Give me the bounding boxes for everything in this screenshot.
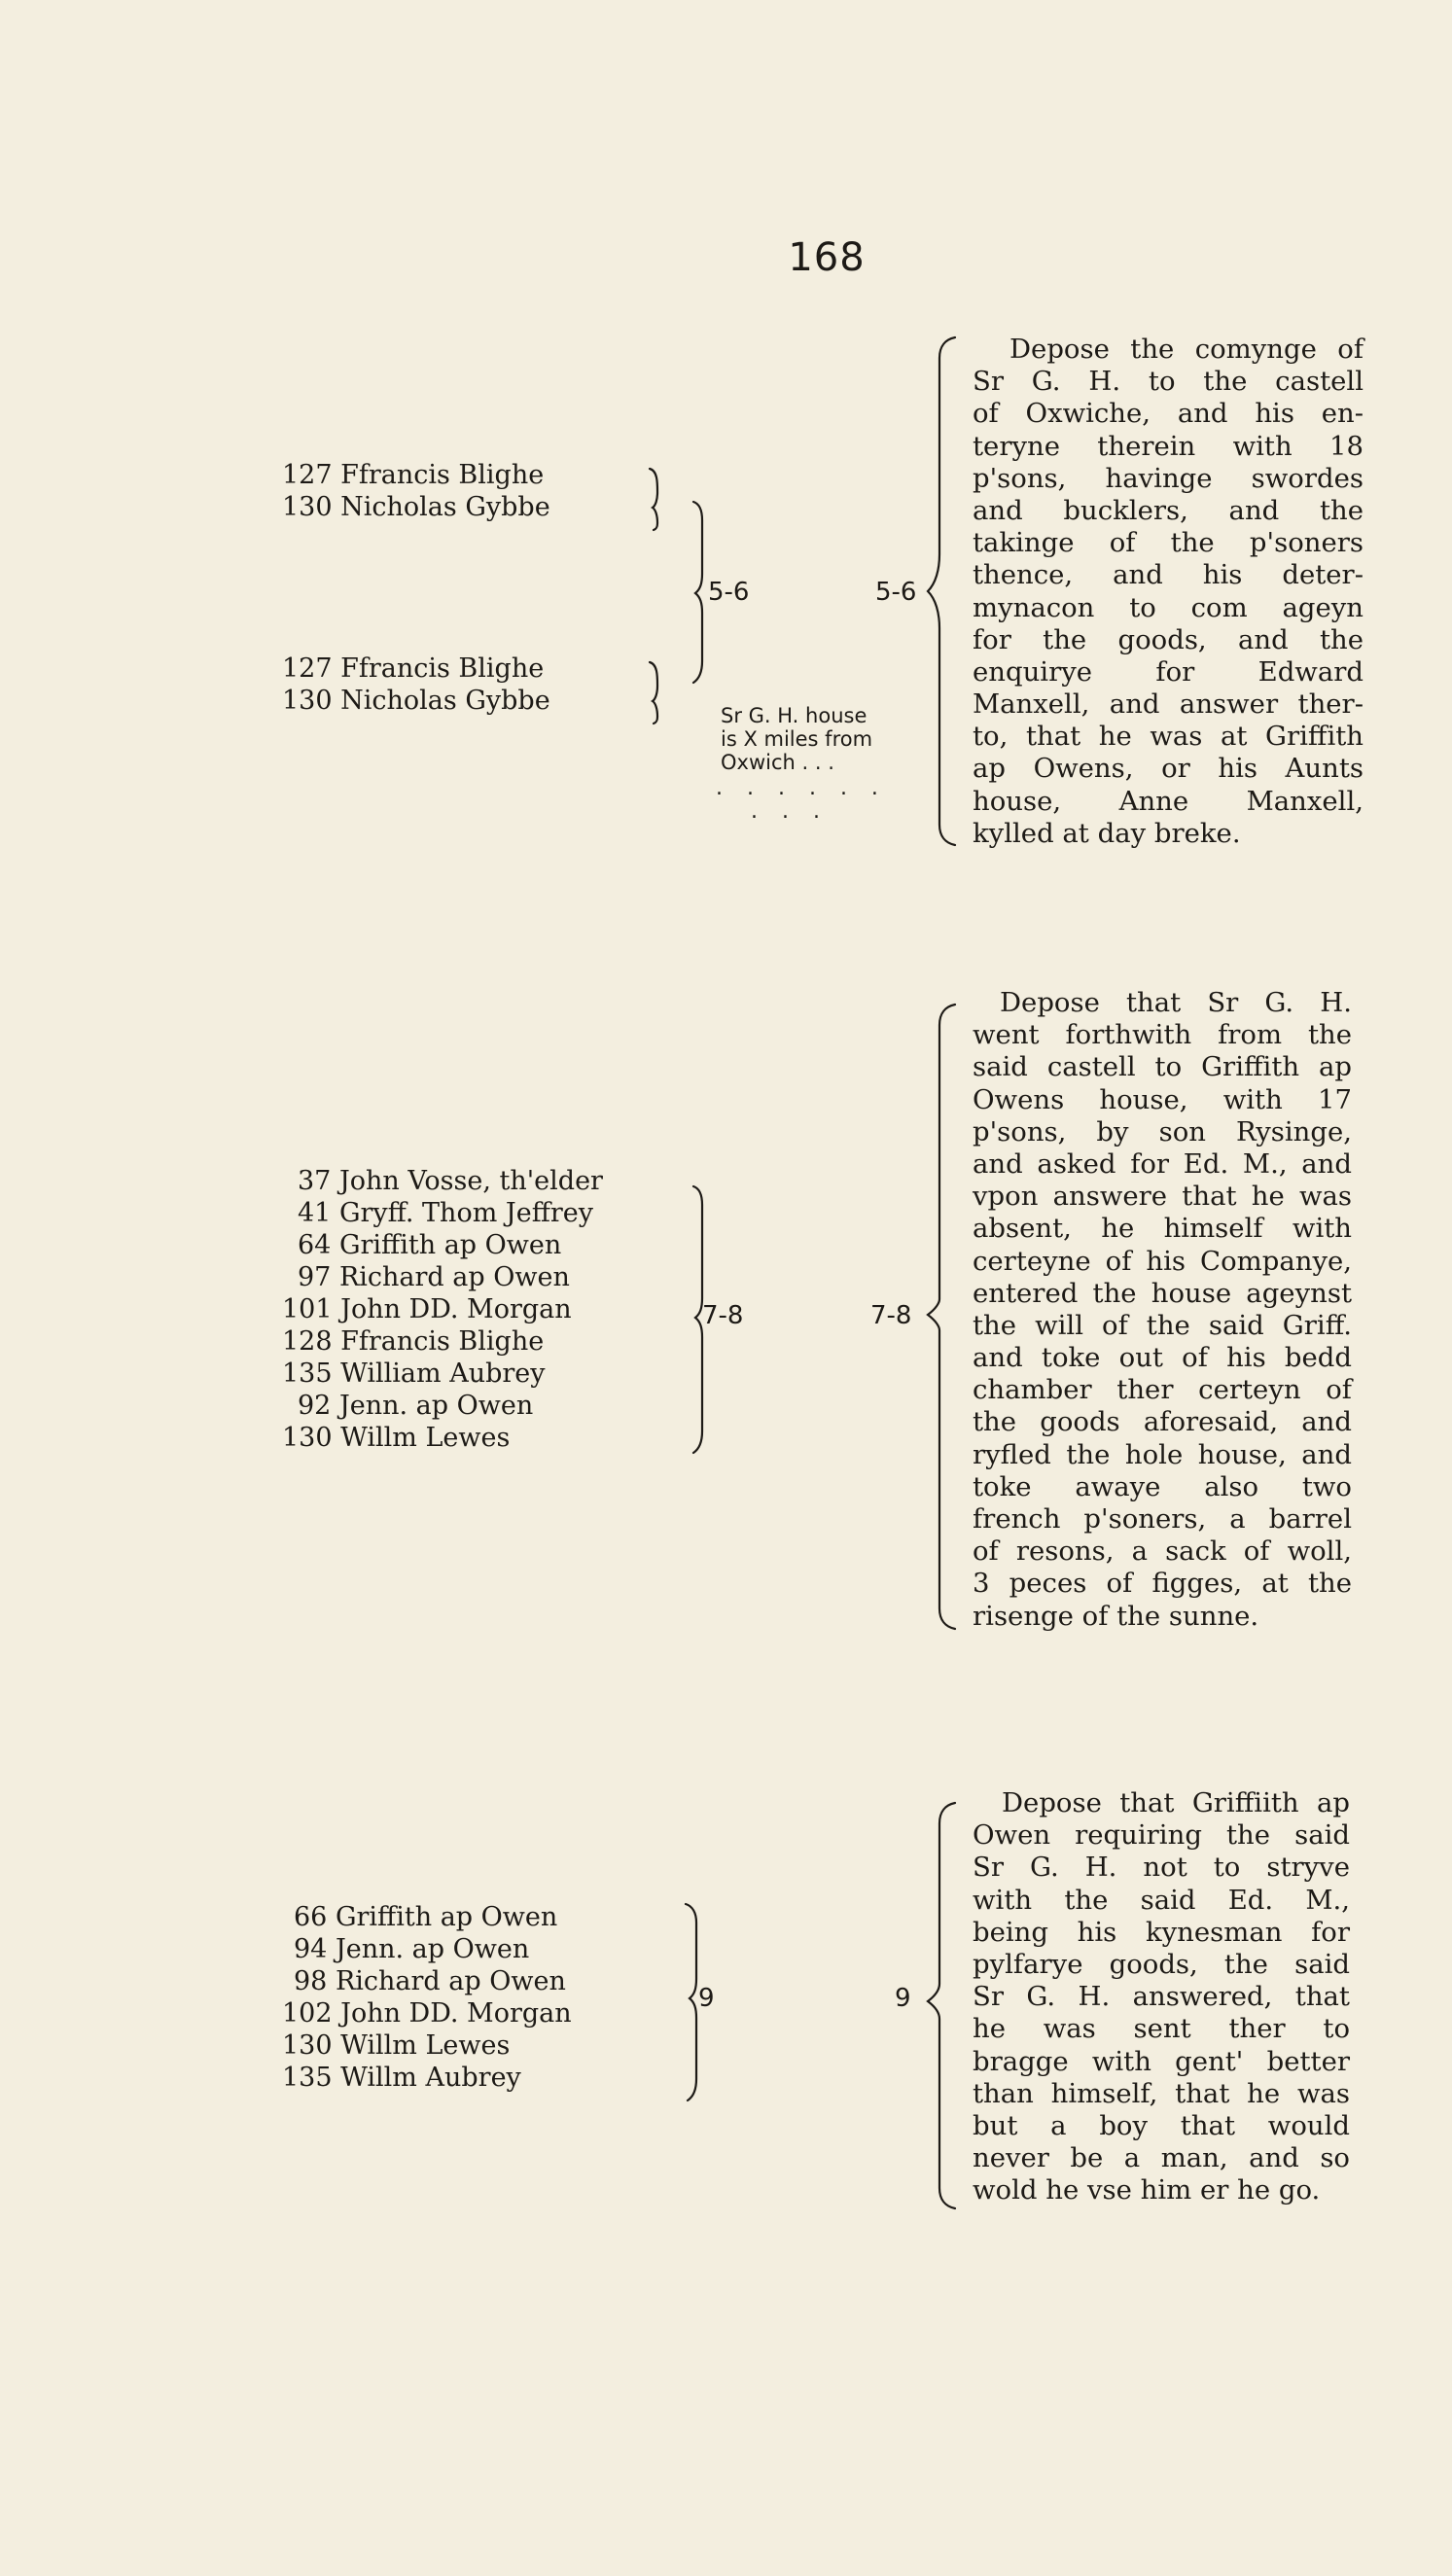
deposition-line: house, Anne Manxell,	[973, 785, 1363, 817]
section3-right-bracket	[0, 0, 1, 1]
deposition-line: pylfarye goods, the said	[973, 1948, 1350, 1980]
deposition-line: Sr G. H. to the castell	[973, 366, 1363, 398]
deposition-line: and bucklers, and the	[973, 494, 1363, 526]
note-line: is X miles from	[721, 727, 873, 751]
witness-name: 135 Willm Aubrey	[282, 2063, 521, 2093]
deposition-line: bragge with gent' better	[973, 2045, 1350, 2077]
deposition-line: 3 peces of figges, at the	[973, 1568, 1352, 1600]
deposition-line: takinge of the p'soners	[973, 527, 1363, 559]
witness-name: 98 Richard ap Owen	[294, 1966, 566, 1996]
section3-deposition-label: 9	[895, 1984, 911, 2013]
deposition-line: and toke out of his bedd	[973, 1342, 1352, 1374]
deposition-line: certeyne of his Companye,	[973, 1245, 1352, 1277]
deposition-line: Depose that Sr G. H.	[1000, 987, 1352, 1018]
deposition-line: teryne therein with 18	[973, 430, 1363, 462]
deposition-line: absent, he himself with	[973, 1213, 1352, 1245]
deposition-line: risenge of the sunne.	[973, 1600, 1259, 1632]
deposition-line: went forthwith from the	[973, 1019, 1352, 1051]
section1-deposition-label: 5-6	[875, 578, 917, 607]
deposition-line: of Oxwiche, and his en-	[973, 398, 1363, 430]
deposition-line: the will of the said Griff.	[973, 1309, 1352, 1341]
witness-name: 97 Richard ap Owen	[298, 1262, 570, 1292]
deposition-line: ryfled the hole house, and	[973, 1438, 1352, 1470]
deposition-line: Owen requiring the said	[973, 1819, 1350, 1852]
witness-name: 64 Griffith ap Owen	[298, 1230, 562, 1260]
section1-deposition	[973, 334, 1363, 850]
section3-bracket-label: 9	[698, 1984, 715, 2013]
deposition-line: wold he vse him er he go.	[973, 2174, 1321, 2206]
witness-name: 130 Willm Lewes	[282, 2030, 511, 2061]
deposition-line: than himself, that he was	[973, 2077, 1350, 2109]
deposition-line: vpon answere that he was	[973, 1181, 1352, 1213]
section2-bracket-label: 7-8	[702, 1301, 744, 1330]
section1-note-dots: . . . . . .	[716, 776, 887, 800]
deposition-line: p'sons, by son Rysinge,	[973, 1115, 1352, 1147]
section1-note-dots: . . .	[751, 799, 829, 824]
deposition-line: Owens house, with 17	[973, 1083, 1352, 1115]
deposition-line: french p'soners, a barrel	[973, 1503, 1352, 1535]
section2-deposition-label: 7-8	[870, 1301, 912, 1330]
deposition-line: mynacon to com ageyn	[973, 591, 1363, 623]
section3-names	[282, 1901, 572, 2094]
deposition-line: kylled at day breke.	[973, 817, 1241, 849]
deposition-line: the goods aforesaid, and	[973, 1406, 1352, 1438]
witness-name: 92 Jenn. ap Owen	[298, 1391, 534, 1421]
section3-deposition	[973, 1787, 1350, 2206]
deposition-line: toke awaye also two	[973, 1470, 1352, 1502]
witness-name: 130 Nicholas Gybbe	[282, 492, 550, 522]
section1-names-group-b	[282, 653, 550, 717]
witness-name: 101 John DD. Morgan	[282, 1294, 572, 1324]
deposition-line: never be a man, and so	[973, 2142, 1350, 2174]
deposition-line: Sr G. H. answered, that	[973, 1981, 1350, 2013]
witness-name: 130 Willm Lewes	[282, 1423, 511, 1453]
deposition-line: thence, and his deter-	[973, 559, 1363, 591]
note-line: Oxwich . . .	[721, 751, 834, 774]
deposition-line: for the goods, and the	[973, 623, 1363, 655]
deposition-line: enquirye for Edward	[973, 655, 1363, 688]
section2-names	[282, 1165, 603, 1454]
deposition-line: with the said Ed. M.,	[973, 1884, 1350, 1916]
witness-name: 127 Ffrancis Blighe	[282, 460, 545, 490]
witness-name: 41 Gryff. Thom Jeffrey	[298, 1198, 594, 1228]
section1-note	[721, 704, 872, 774]
witness-name: 128 Ffrancis Blighe	[282, 1326, 545, 1357]
deposition-line: ap Owens, or his Aunts	[973, 753, 1363, 785]
witness-name: 127 Ffrancis Blighe	[282, 653, 545, 684]
deposition-line: p'sons, havinge swordes	[973, 462, 1363, 494]
deposition-line: of resons, a sack of woll,	[973, 1535, 1352, 1568]
page-number: 168	[788, 235, 866, 280]
section1-bracket-label: 5-6	[708, 578, 750, 607]
witness-name: 66 Griffith ap Owen	[294, 1902, 558, 1932]
witness-name: 102 John DD. Morgan	[282, 1998, 572, 2029]
deposition-line: to, that he was at Griffith	[973, 721, 1363, 753]
deposition-line: and asked for Ed. M., and	[973, 1147, 1352, 1180]
deposition-line: Depose that Griffiith ap	[1002, 1787, 1350, 1818]
witness-name: 135 William Aubrey	[282, 1359, 546, 1389]
witness-name: 94 Jenn. ap Owen	[294, 1934, 530, 1964]
deposition-line: being his kynesman for	[973, 1916, 1350, 1948]
section1-names-group-a	[282, 459, 550, 523]
deposition-line: he was sent ther to	[973, 2013, 1350, 2045]
witness-name: 130 Nicholas Gybbe	[282, 686, 550, 716]
deposition-line: Depose the comynge of	[1009, 334, 1363, 365]
deposition-line: Sr G. H. not to stryve	[973, 1852, 1350, 1884]
deposition-line: said castell to Griffith ap	[973, 1051, 1352, 1083]
deposition-line: but a boy that would	[973, 2109, 1350, 2141]
witness-name: 37 John Vosse, th'elder	[298, 1166, 603, 1196]
deposition-line: Manxell, and answer ther-	[973, 688, 1363, 721]
section2-deposition	[973, 987, 1352, 1633]
deposition-line: chamber ther certeyn of	[973, 1374, 1352, 1406]
deposition-line: entered the house ageynst	[973, 1277, 1352, 1309]
note-line: Sr G. H. house	[721, 704, 868, 727]
